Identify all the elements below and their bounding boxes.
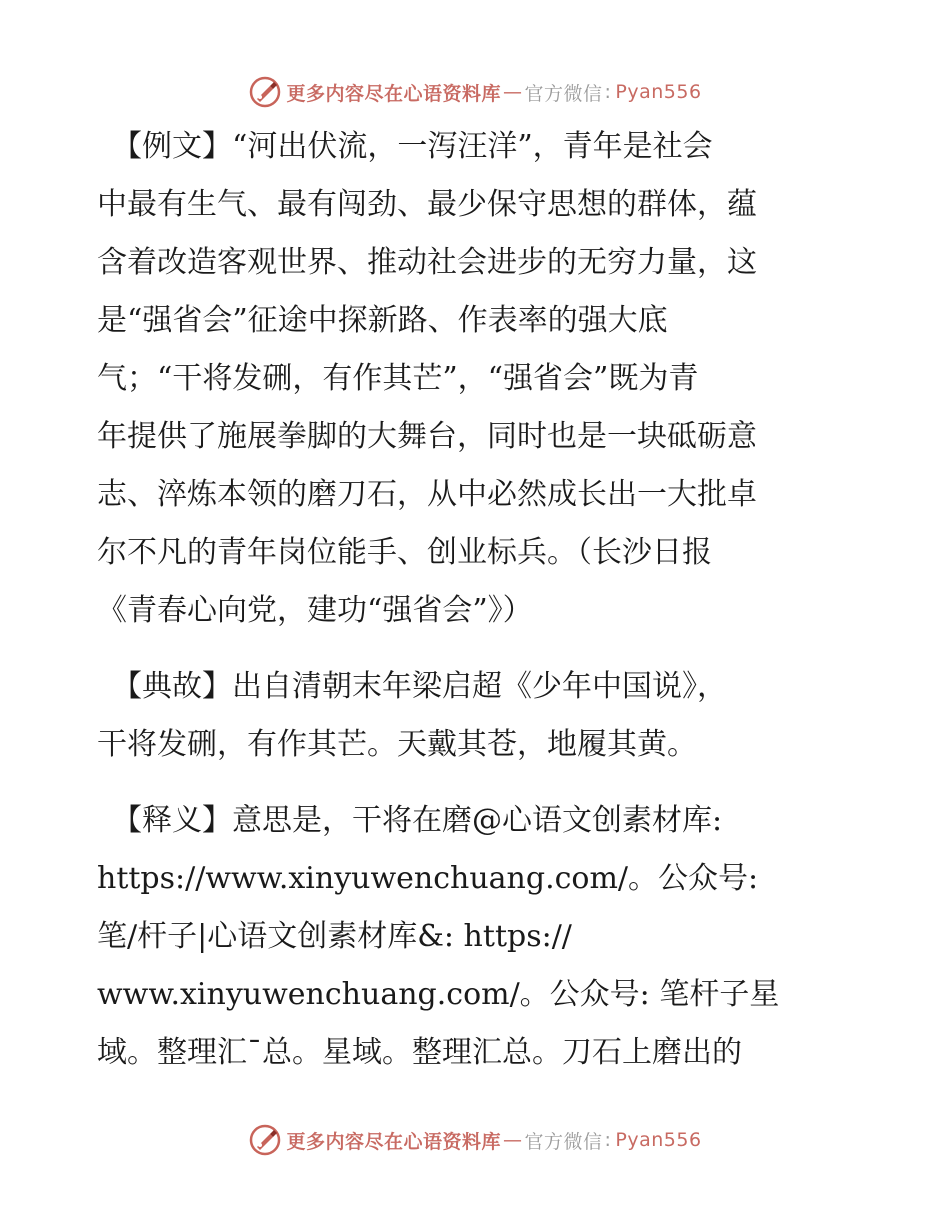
text-line: 域。整理汇¯总。星域。整理汇总。刀石上磨出的 <box>97 1035 742 1070</box>
watermark-official-label: 官方微信 <box>524 82 603 105</box>
pen-nib-logo-icon <box>248 75 282 109</box>
text-line: https://www.xinyuwenchuang.com/。公众号: <box>97 861 759 896</box>
watermark-dash: — <box>502 81 523 103</box>
text-line: 干将发硎，有作其芒。天戴其苍，地履其黄。 <box>97 727 697 762</box>
text-line: 《青春心向党，建功“强省会”》） <box>97 593 533 628</box>
text-line: 气；“干将发硎，有作其芒”，“强省会”既为青 <box>97 361 699 396</box>
paragraph-allusion <box>97 658 857 774</box>
watermark-separator: : <box>604 81 612 103</box>
text-line: 【释义】意思是，干将在磨@心语文创素材库: <box>97 803 723 838</box>
pen-nib-logo-icon <box>248 1123 282 1157</box>
watermark-main-text: 更多内容尽在心语资料库 <box>286 82 501 105</box>
document-body <box>97 118 857 1082</box>
header-watermark <box>0 72 950 112</box>
text-line: 尔不凡的青年岗位能手、创业标兵。（长沙日报 <box>97 535 712 570</box>
watermark-wechat-id: Pyan556 <box>615 81 702 103</box>
text-line: 中最有生气、最有闯劲、最少保守思想的群体，蕴 <box>97 187 757 222</box>
watermark-separator: : <box>604 1129 612 1151</box>
paragraph-gap <box>97 640 857 658</box>
paragraph-gap <box>97 774 857 792</box>
watermark-dash: — <box>502 1129 523 1151</box>
footer-watermark <box>0 1120 950 1160</box>
text-line: 【例文】“河出伏流，一泻汪洋”，青年是社会 <box>97 129 713 164</box>
text-line: www.xinyuwenchuang.com/。公众号: 笔杆子星 <box>97 977 780 1012</box>
paragraph-meaning <box>97 792 857 1082</box>
paragraph-example <box>97 118 857 640</box>
text-line: 含着改造客观世界、推动社会进步的无穷力量，这 <box>97 245 757 280</box>
watermark-main-text: 更多内容尽在心语资料库 <box>286 1130 501 1153</box>
watermark-wechat-id: Pyan556 <box>615 1129 702 1151</box>
text-line: 年提供了施展拳脚的大舞台，同时也是一块砥砺意 <box>97 419 757 454</box>
text-line: 志、淬炼本领的磨刀石，从中必然成长出一大批卓 <box>97 477 757 512</box>
text-line: 是“强省会”征途中探新路、作表率的强大底 <box>97 303 668 338</box>
text-line: 笔/杆子|心语文创素材库&: https:// <box>97 919 572 954</box>
watermark-official-label: 官方微信 <box>524 1130 603 1153</box>
text-line: 【典故】出自清朝末年梁启超《少年中国说》， <box>97 669 727 704</box>
